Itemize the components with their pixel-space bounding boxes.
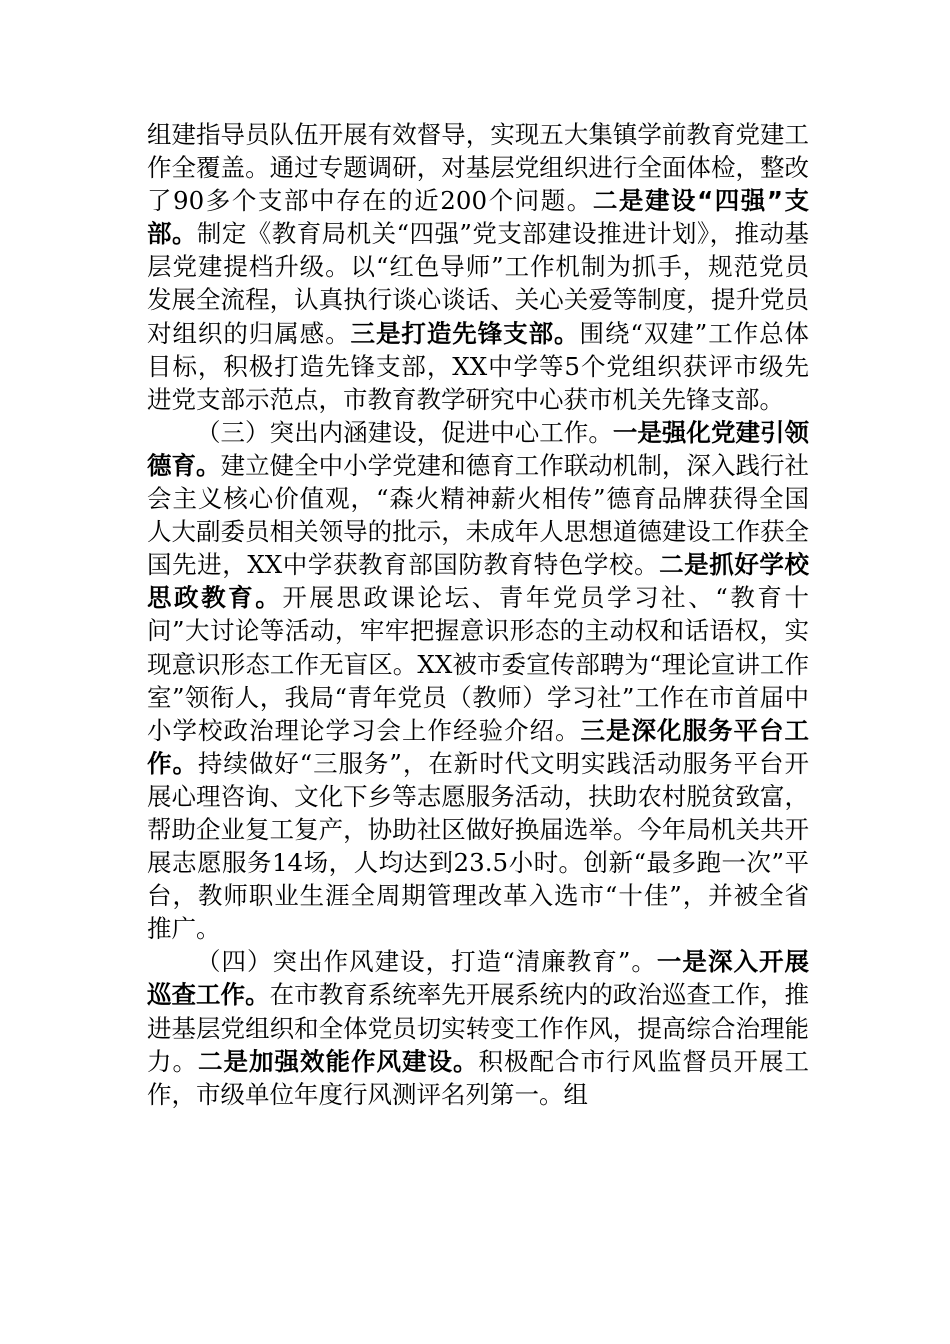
paragraph-1 [147,118,809,416]
paragraph-text: 持续做好“三服务”，在新时代文明实践活动服务平台开展心理咨询、文化下乡等志愿服务活动，扶助农村脱贫致富，帮助企业复工复产，协助社区做好换届选举。今年局机关共开展志愿服务14场，人均达到23.5小时。创新“最多跑一次”平台，教师职业生涯全周期管理改革入选市“十佳”，并被全省推广。 [147,748,809,944]
paragraph-text: 开展思政课论坛、青年党员学习社、“教育十问”大讨论等活动，牢牢把握意识形态的主动权和话语权，实现意识形态工作无盲区。XX被市委宣传部聘为“理论宣讲工作室”领衔人，我局“青年党员（教师）学习社”工作在市首届中小学校政治理论学习会上作经验介绍。 [147,583,809,745]
bold-heading-moral-education: 一是强化党建引领德育。 [147,417,810,480]
paragraph-text: 在市教育系统率先开展系统内的政治巡查工作，推进基层党组织和全体党员切实转变工作作风，提高综合治理能力。 [147,980,810,1076]
paragraph-text: 制定《教育局机关“四强”党支部建设推进计划》，推动基层党建提档升级。以“红色导师”工作机制为抓手，规范党员发展全流程，认真执行谈心谈话、关心关爱等制度，提升党员对组织的归属感。 [147,219,809,348]
bold-heading-build-four-strong: 二是建设“四强”支部。 [147,186,809,249]
document-body [147,118,809,1111]
paragraph-text: 组建指导员队伍开展有效督导，实现五大集镇学前教育党建工作全覆盖。通过专题调研，对基层党组织进行全面体检，整改了90多个支部中存在的近200个问题。 [147,120,809,216]
section-heading-four: （四）突出作风建设，打造“清廉教育”。 [196,947,657,977]
paragraph-3 [147,945,809,1110]
paragraph-text: 围绕“双建”工作总体目标，积极打造先锋支部，XX中学等5个党组织获评市级先进党支部示范点，市教育教学研究中心获市机关先锋支部。 [147,318,810,414]
bold-heading-service-platform: 三是深化服务平台工作。 [147,715,809,778]
paragraph-text: 积极配合市行风监督员开展工作，市级单位年度行风测评名列第一。组 [147,1046,809,1109]
bold-heading-pioneer-branch: 三是打造先锋支部。 [350,318,580,348]
bold-heading-ideological-education: 二是抓好学校思政教育。 [147,550,809,613]
paragraph-2 [147,416,809,946]
section-heading-three: （三）突出内涵建设，促进中心工作。 [196,417,613,447]
bold-heading-inspection: 一是深入开展巡查工作。 [147,947,809,1010]
paragraph-text: 建立健全中小学党建和德育工作联动机制，深入践行社会主义核心价值观，“森火精神薪火相传”德育品牌获得全国人大副委员相关领导的批示，未成年人思想道德建设工作获全国先进，XX中学获教育部国防教育特色学校。 [147,450,810,580]
bold-heading-work-style: 二是加强效能作风建设。 [198,1046,479,1076]
